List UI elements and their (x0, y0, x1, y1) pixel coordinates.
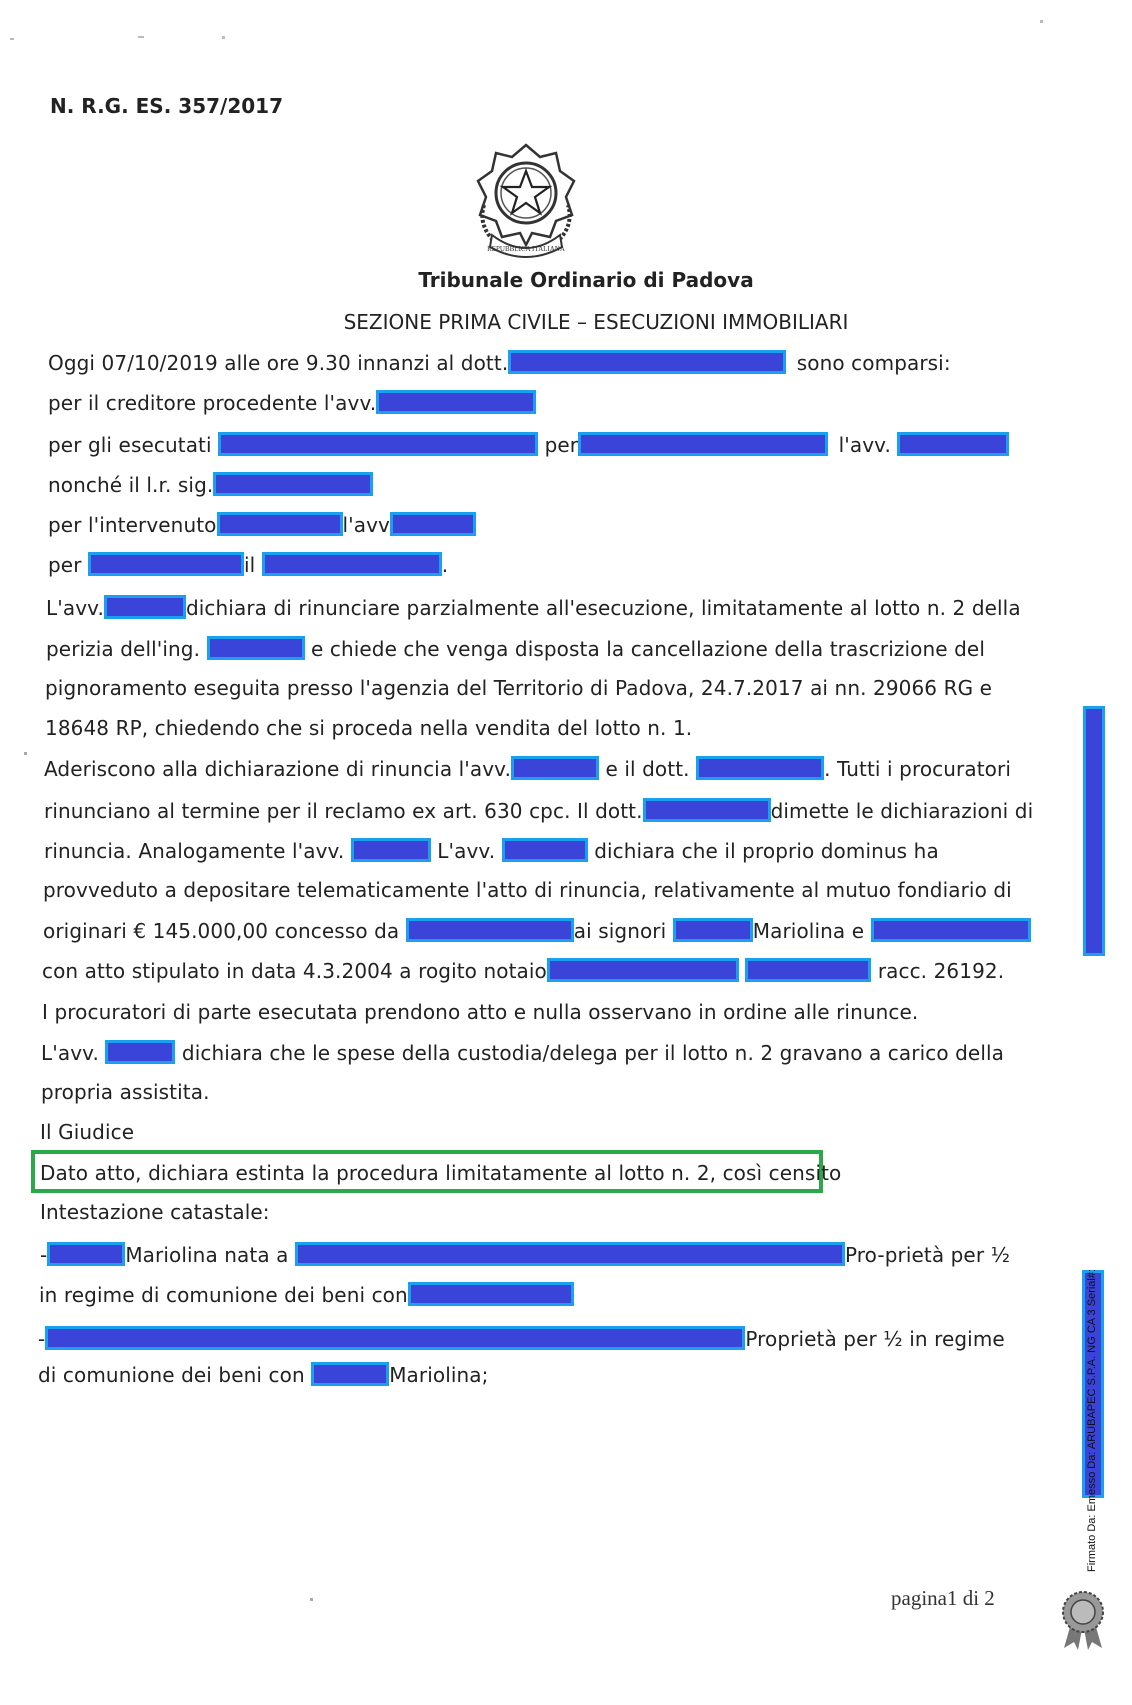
text-line-16 (42, 958, 1004, 983)
scan-speck (138, 36, 144, 38)
text-line-19: propria assistita. (41, 1080, 210, 1104)
redaction-box (104, 595, 186, 619)
text-line-15 (43, 918, 1031, 943)
text-segment: Proprietà per ½ in regime (745, 1327, 1005, 1351)
signature-redaction-top (1083, 706, 1105, 956)
emblem-ribbon-text: REPUBBLICA ITALIANA (487, 245, 565, 253)
redaction-box (207, 636, 305, 660)
text-line-21: Dato atto, dichiara estinta la procedura limitatamente al lotto n. 2, così censito (40, 1161, 842, 1185)
text-segment: con atto stipulato in data 4.3.2004 a rogito notaio (42, 959, 547, 983)
text-segment: per l'intervenuto (48, 513, 217, 537)
text-segment: . Tutti i procuratori (824, 757, 1011, 781)
text-line-17: I procuratori di parte esecutata prendono atto e nulla osservano in ordine alle rinunce. (42, 1000, 919, 1024)
text-segment: . (441, 553, 449, 577)
text-line-3 (48, 432, 1009, 457)
text-segment: per gli esecutati (48, 433, 212, 457)
text-segment: - (40, 1243, 48, 1267)
text-line-11 (44, 756, 1011, 781)
text-line-10: 18648 RP, chiedendo che si proceda nella vendita del lotto n. 1. (45, 716, 693, 740)
text-line-23 (40, 1242, 1010, 1267)
text-segment: perizia dell'ing. (46, 637, 201, 661)
page-number: pagina1 di 2 (891, 1586, 995, 1610)
text-segment: sono comparsi: (796, 351, 951, 375)
text-segment: per (544, 433, 579, 457)
text-segment: L'avv. (41, 1041, 99, 1065)
text-line-2 (48, 390, 536, 415)
court-title: Tribunale Ordinario di Padova (418, 268, 754, 292)
text-line-13 (44, 838, 939, 863)
scan-speck (310, 1598, 313, 1601)
text-segment: l'avv. (838, 433, 891, 457)
text-line-5 (48, 512, 476, 537)
scan-speck (222, 36, 225, 39)
text-segment: ai signori (573, 919, 667, 943)
text-segment: - (38, 1327, 46, 1351)
redaction-box (311, 1362, 389, 1386)
redaction-box (673, 918, 753, 942)
redaction-box (696, 756, 824, 780)
text-segment: rinuncia. Analogamente l'avv. (44, 839, 345, 863)
text-segment: nonché il l.r. sig. (48, 473, 214, 497)
text-line-25 (38, 1326, 1005, 1351)
text-segment: L'avv. (437, 839, 496, 863)
text-segment: Aderiscono alla dichiarazione di rinuncia l'avv. (44, 757, 512, 781)
redaction-box (262, 552, 442, 576)
text-segment: Mariolina nata a (125, 1243, 289, 1267)
text-segment: dichiara che le spese della custodia/delega per il lotto n. 2 gravano a carico della (181, 1041, 1004, 1065)
text-line-8 (46, 636, 985, 661)
text-segment: per (48, 553, 82, 577)
text-segment: dimette le dichiarazioni di (770, 799, 1034, 823)
case-number: N. R.G. ES. 357/2017 (50, 94, 283, 118)
text-line-1 (48, 350, 951, 375)
seal-rosette-icon (1058, 1590, 1108, 1652)
text-segment: di comunione dei beni con (38, 1363, 305, 1387)
text-line-20: Il Giudice (40, 1120, 135, 1144)
text-line-4 (48, 472, 373, 497)
text-line-6 (48, 552, 448, 577)
text-line-12 (44, 798, 1033, 823)
scan-speck (24, 752, 27, 755)
redaction-box (105, 1040, 175, 1064)
redaction-box (406, 918, 574, 942)
text-segment: il (244, 553, 256, 577)
redaction-box (502, 838, 588, 862)
redaction-box (871, 918, 1031, 942)
text-segment: dichiara che il proprio dominus ha (594, 839, 939, 863)
text-segment: L'avv. (46, 596, 104, 620)
redaction-box (351, 838, 431, 862)
text-segment: e chiede che venga disposta la cancellazione della trascrizione del (310, 637, 985, 661)
text-line-22: Intestazione catastale: (40, 1200, 270, 1224)
redaction-box (643, 798, 771, 822)
text-line-7 (46, 595, 1021, 620)
text-line-14: provveduto a depositare telematicamente l'atto di rinuncia, relativamente al mutuo fondiario di (43, 878, 1012, 902)
text-line-18 (41, 1040, 1004, 1065)
text-segment: originari € 145.000,00 concesso da (43, 919, 400, 943)
text-segment: dichiara di rinunciare parzialmente all'esecuzione, limitatamente al lotto n. 2 della (185, 596, 1021, 620)
redaction-box (408, 1282, 574, 1306)
redaction-box (508, 350, 786, 374)
text-segment: in regime di comunione dei beni con (39, 1283, 408, 1307)
redaction-box (745, 958, 871, 982)
redaction-box (578, 432, 828, 456)
redaction-box (213, 472, 373, 496)
redaction-box (897, 432, 1009, 456)
scan-speck (10, 38, 14, 40)
redaction-box (390, 512, 476, 536)
redaction-box (511, 756, 599, 780)
redaction-box (88, 552, 244, 576)
court-section: SEZIONE PRIMA CIVILE – ESECUZIONI IMMOBILIARI (343, 310, 849, 334)
text-segment: e il dott. (605, 757, 690, 781)
text-segment: rinunciano al termine per il reclamo ex art. 630 cpc. Il dott. (44, 799, 643, 823)
text-line-9: pignoramento eseguita presso l'agenzia del Territorio di Padova, 24.7.2017 ai nn. 29066 RG e (45, 676, 993, 700)
text-line-26 (38, 1362, 489, 1387)
text-segment: per il creditore procedente l'avv. (48, 391, 377, 415)
text-segment: Pro-prietà per ½ (844, 1243, 1011, 1267)
text-segment: Mariolina; (389, 1363, 489, 1387)
text-segment: l'avv (342, 513, 390, 537)
redaction-box (376, 390, 536, 414)
text-segment: Mariolina e (752, 919, 865, 943)
text-line-24 (39, 1282, 574, 1307)
text-segment: racc. 26192. (877, 959, 1005, 983)
redaction-box (547, 958, 739, 982)
redaction-box (47, 1242, 125, 1266)
scan-speck (1040, 20, 1043, 23)
digital-signature-text: Firmato Da: Emesso Da: ARUBAPEC S.P.A. NG CA 3 Serial#: (1086, 1268, 1098, 1572)
redaction-box (45, 1326, 745, 1350)
redaction-box (218, 432, 538, 456)
redaction-box (217, 512, 343, 536)
redaction-box (295, 1242, 845, 1266)
republic-emblem-icon (470, 135, 582, 263)
text-segment: Oggi 07/10/2019 alle ore 9.30 innanzi al dott. (48, 351, 509, 375)
